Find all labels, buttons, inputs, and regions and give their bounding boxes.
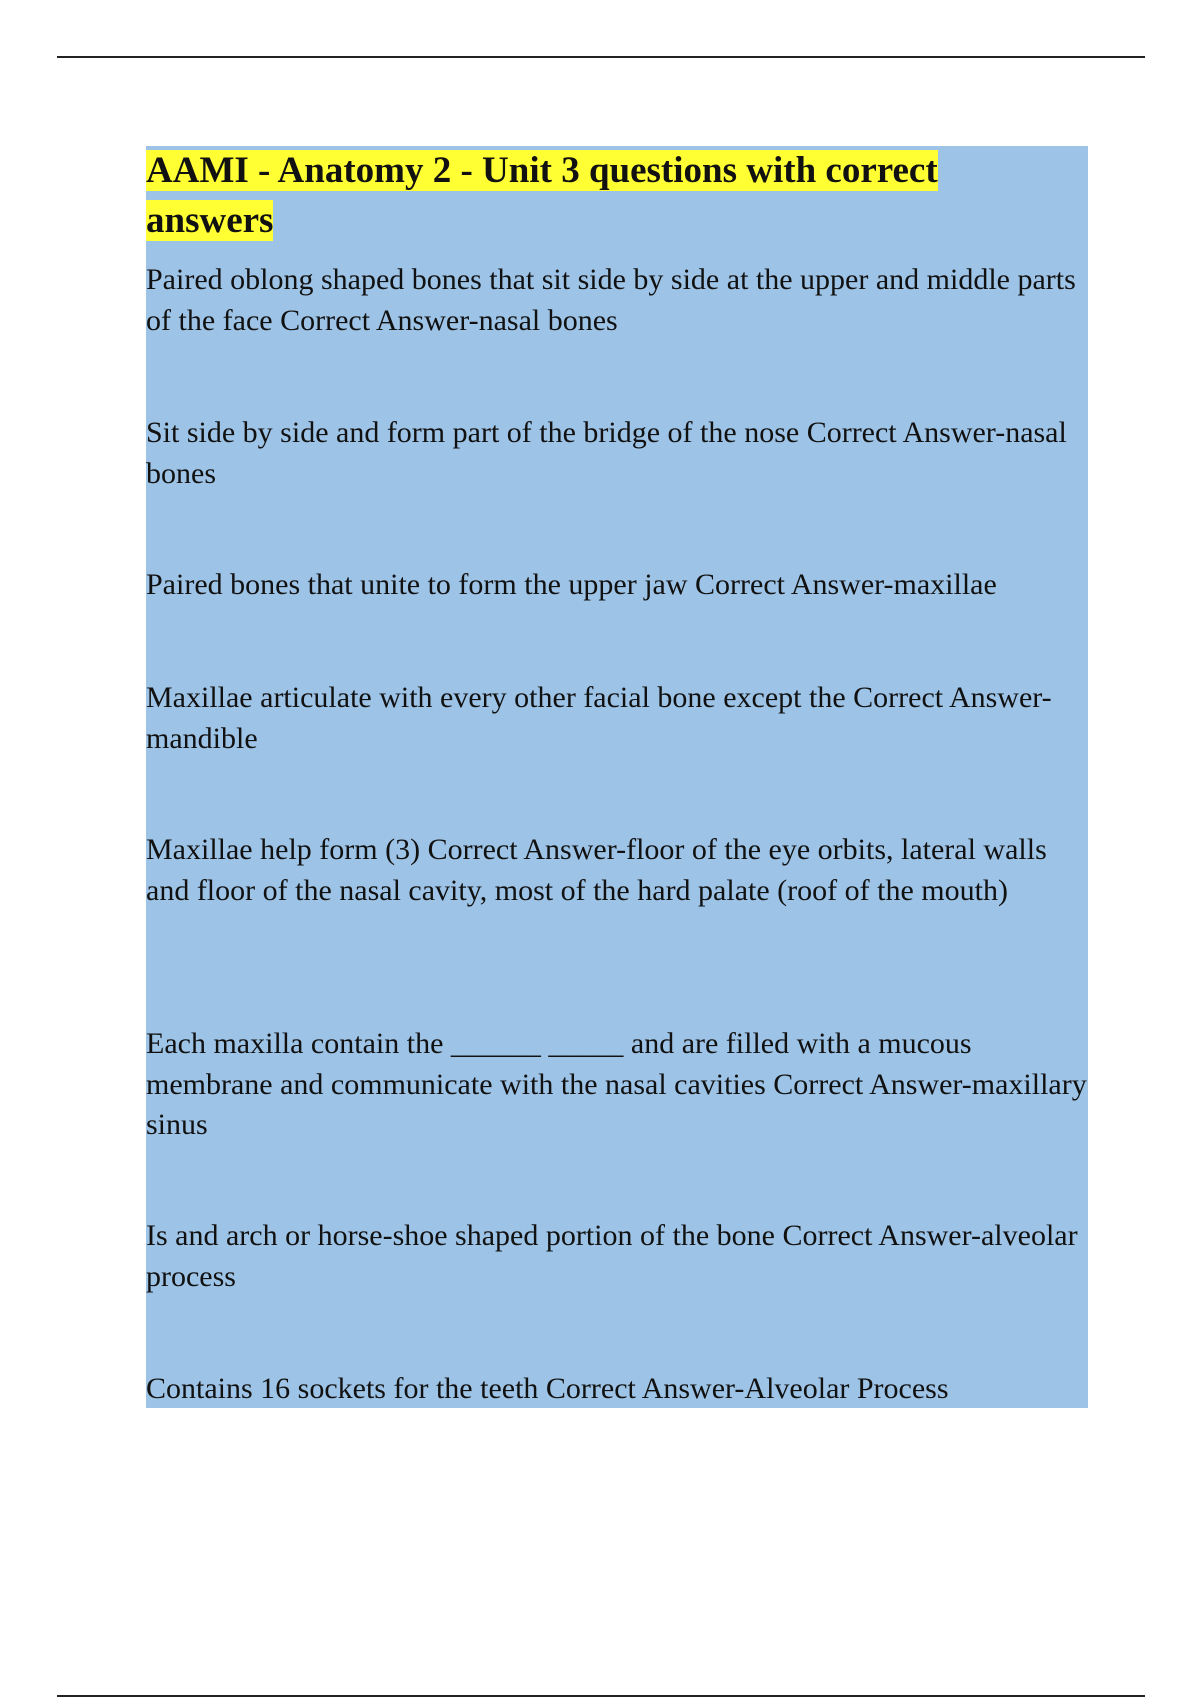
qa-item-1: Paired oblong shaped bones that sit side by side at the upper and middle parts of the face Correct Answer-nasal bones xyxy=(146,263,1076,337)
qa-item-3: Paired bones that unite to form the upper jaw Correct Answer-maxillae xyxy=(146,568,997,601)
title-highlight: AAMI - Anatomy 2 - Unit 3 questions with correct answers xyxy=(146,150,938,241)
header-rule xyxy=(57,56,1145,58)
qa-item-7: Is and arch or horse-shoe shaped portion of the bone Correct Answer-alveolar process xyxy=(146,1219,1078,1293)
footer-rule xyxy=(57,1695,1145,1697)
qa-item-6: Each maxilla contain the ______ _____ and are filled with a mucous membrane and communicate with the nasal cavities Correct Answer-maxillary sinus xyxy=(146,1027,1087,1141)
qa-item-4: Maxillae articulate with every other facial bone except the Correct Answer-mandible xyxy=(146,681,1052,755)
qa-item-2: Sit side by side and form part of the bridge of the nose Correct Answer-nasal bones xyxy=(146,416,1067,490)
document-body xyxy=(146,146,1088,1408)
document-title xyxy=(146,146,1046,246)
qa-item-8: Contains 16 sockets for the teeth Correct Answer-Alveolar Process xyxy=(146,1372,949,1405)
qa-item-5: Maxillae help form (3) Correct Answer-floor of the eye orbits, lateral walls and floor of the nasal cavity, most of the hard palate (roof of the mouth) xyxy=(146,833,1047,907)
